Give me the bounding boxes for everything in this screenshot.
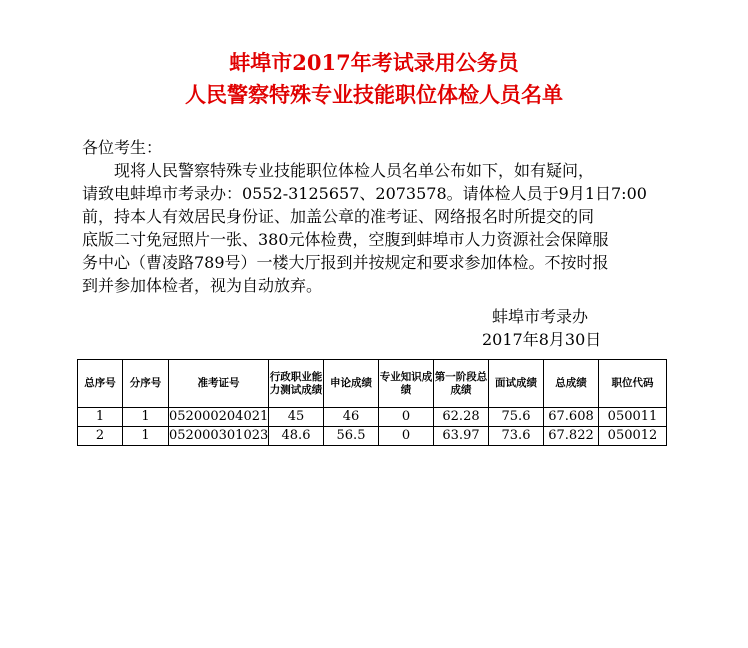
header-interview-score: 面试成绩 (489, 360, 544, 408)
notice-line-1: 现将人民警察特殊专业技能职位体检人员名单公布如下，如有疑问， (114, 161, 595, 180)
cell-professional-score: 0 (379, 427, 434, 446)
header-professional-score: 专业知识成绩 (379, 360, 434, 408)
header-total-no: 总序号 (78, 360, 123, 408)
header-total-score: 总成绩 (544, 360, 599, 408)
table-row (78, 408, 667, 427)
cell-professional-score: 0 (379, 408, 434, 427)
result-table (77, 359, 667, 446)
title-line-1: 蚌埠市2017年考试录用公务员 (229, 50, 519, 75)
cell-aptitude-score: 45 (269, 408, 324, 427)
cell-stage1-total: 63.97 (434, 427, 489, 446)
notice-line-2: 请致电蚌埠市考录办：0552-3125657、2073578。请体检人员于9月1日7:00 (82, 184, 647, 203)
cell-position-code: 050011 (599, 408, 667, 427)
notice-line-6: 到并参加体检者，视为自动放弃。 (82, 276, 323, 295)
header-aptitude-score: 行政职业能力测试成绩 (269, 360, 324, 408)
cell-sub-no: 1 (123, 427, 169, 446)
notice-line-3: 前，持本人有效居民身份证、加盖公章的准考证、网络报名时所提交的同 (82, 207, 595, 226)
header-essay-score: 申论成绩 (324, 360, 379, 408)
salutation: 各位考生： (82, 138, 163, 157)
cell-ticket-no: 052000301023 (169, 427, 269, 446)
header-stage1-total: 第一阶段总成绩 (434, 360, 489, 408)
cell-ticket-no: 052000204021 (169, 408, 269, 427)
notice-line-5: 务中心（曹凌路789号）一楼大厅报到并按规定和要求参加体检。不按时报 (82, 253, 609, 272)
cell-aptitude-score: 48.6 (269, 427, 324, 446)
notice-paragraph (82, 159, 672, 297)
cell-stage1-total: 62.28 (434, 408, 489, 427)
signature-date: 2017年8月30日 (482, 330, 602, 349)
title-line-2: 人民警察特殊专业技能职位体检人员名单 (185, 82, 563, 107)
cell-total-no: 2 (78, 427, 123, 446)
cell-interview-score: 73.6 (489, 427, 544, 446)
cell-total-score: 67.822 (544, 427, 599, 446)
header-sub-no: 分序号 (123, 360, 169, 408)
table-row (78, 427, 667, 446)
table-header-row (78, 360, 667, 408)
header-position-code: 职位代码 (599, 360, 667, 408)
cell-essay-score: 56.5 (324, 427, 379, 446)
cell-total-no: 1 (78, 408, 123, 427)
cell-total-score: 67.608 (544, 408, 599, 427)
header-ticket-no: 准考证号 (169, 360, 269, 408)
notice-line-4: 底版二寸免冠照片一张、380元体检费，空腹到蚌埠市人力资源社会保障服 (82, 230, 609, 249)
signature-org: 蚌埠市考录办 (492, 307, 589, 326)
cell-position-code: 050012 (599, 427, 667, 446)
cell-essay-score: 46 (324, 408, 379, 427)
cell-sub-no: 1 (123, 408, 169, 427)
cell-interview-score: 75.6 (489, 408, 544, 427)
